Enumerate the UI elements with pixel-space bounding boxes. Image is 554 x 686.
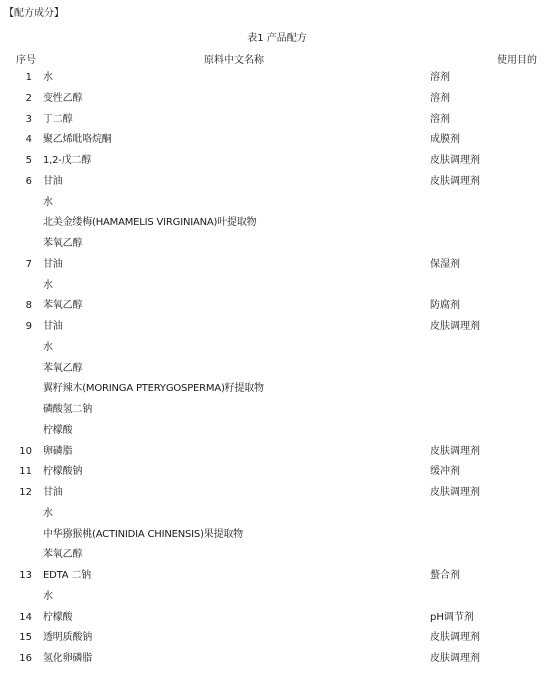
table-row	[0, 279, 554, 300]
row-ingredient-name: 柠檬酸	[43, 424, 73, 436]
row-ingredient-name: 水	[43, 196, 53, 208]
table-row	[0, 382, 554, 403]
row-purpose: 皮肤调理剂	[430, 487, 480, 498]
table-row	[0, 320, 554, 341]
header-serial-number: 序号	[16, 55, 36, 66]
header-ingredient-name: 原料中文名称	[204, 55, 264, 66]
table-row	[0, 113, 554, 134]
table-title: 表1 产品配方	[247, 33, 307, 44]
row-ingredient-name: 柠檬酸钠	[43, 466, 83, 478]
table-row	[0, 258, 554, 279]
row-ingredient-name: 氢化卵磷脂	[43, 653, 92, 664]
row-ingredient-name: 聚乙烯吡咯烷酮	[43, 134, 112, 146]
row-purpose: 皮肤调理剂	[430, 175, 480, 187]
table-row	[0, 175, 554, 196]
row-serial-number: 4	[25, 134, 32, 146]
table-row	[0, 196, 554, 217]
row-purpose: 保湿剂	[430, 258, 460, 270]
row-ingredient-name: 丁二醇	[43, 113, 73, 125]
row-serial-number: 7	[25, 258, 32, 270]
row-purpose: 皮肤调理剂	[430, 321, 480, 332]
table-row	[0, 590, 554, 611]
row-serial-number: 11	[19, 466, 32, 478]
row-serial-number: 9	[25, 321, 32, 332]
row-ingredient-name: 1,2-戊二醇	[43, 155, 92, 166]
table-row	[0, 362, 554, 383]
row-purpose: 溶剂	[430, 113, 450, 125]
row-ingredient-name: 苯氧乙醇	[43, 238, 83, 249]
row-ingredient-name: 变性乙醇	[43, 92, 83, 104]
row-ingredient-name: 水	[43, 507, 53, 519]
header-purpose: 使用目的	[497, 55, 537, 66]
table-row	[0, 528, 554, 549]
table-row	[0, 154, 554, 175]
row-ingredient-name: 甘油	[43, 258, 63, 270]
row-purpose: 皮肤调理剂	[430, 653, 480, 664]
table-row	[0, 611, 554, 632]
table-row	[0, 507, 554, 528]
row-purpose: 皮肤调理剂	[430, 155, 480, 166]
row-ingredient-name: 苯氧乙醇	[43, 549, 83, 561]
row-serial-number: 13	[19, 570, 32, 581]
row-ingredient-name: 卵磷脂	[43, 445, 73, 457]
table-row	[0, 403, 554, 424]
table-row	[0, 569, 554, 590]
table-row	[0, 133, 554, 154]
row-ingredient-name: 北美金缕梅(HAMAMELIS VIRGINIANA)叶提取物	[43, 217, 257, 229]
row-ingredient-name: 水	[43, 341, 53, 353]
row-serial-number: 16	[19, 653, 32, 664]
row-ingredient-name: 磷酸氢二钠	[43, 404, 92, 415]
row-ingredient-name: 透明质酸钠	[43, 632, 92, 644]
row-purpose: 皮肤调理剂	[430, 445, 480, 457]
table-row	[0, 424, 554, 445]
row-ingredient-name: 苯氧乙醇	[43, 362, 83, 374]
row-purpose: 溶剂	[430, 92, 450, 104]
row-serial-number: 1	[25, 72, 32, 83]
row-ingredient-name: 甘油	[43, 487, 63, 498]
table-row	[0, 299, 554, 320]
table-row	[0, 237, 554, 258]
row-ingredient-name: 水	[43, 279, 53, 291]
table-row	[0, 445, 554, 466]
table-row	[0, 92, 554, 113]
row-ingredient-name: 甘油	[43, 321, 63, 332]
row-ingredient-name: 水	[43, 72, 53, 83]
table-row	[0, 341, 554, 362]
row-serial-number: 3	[25, 113, 32, 125]
formula-table-body	[0, 71, 554, 673]
row-ingredient-name: 翼籽辣木(MORINGA PTERYGOSPERMA)籽提取物	[43, 383, 264, 395]
row-ingredient-name: 水	[43, 590, 53, 602]
row-purpose: 皮肤调理剂	[430, 632, 480, 644]
row-purpose: 缓冲剂	[430, 466, 460, 478]
row-ingredient-name: 中华猕猴桃(ACTINIDIA CHINENSIS)果提取物	[43, 528, 243, 540]
row-purpose: 防腐剂	[430, 300, 460, 312]
table-row	[0, 631, 554, 652]
row-serial-number: 10	[19, 445, 32, 457]
row-serial-number: 5	[25, 155, 32, 166]
table-row	[0, 465, 554, 486]
table-row	[0, 71, 554, 92]
row-ingredient-name: 柠檬酸	[43, 611, 73, 623]
table-row	[0, 652, 554, 673]
table-row	[0, 216, 554, 237]
row-purpose: 螯合剂	[430, 570, 460, 581]
row-ingredient-name: EDTA 二钠	[43, 570, 91, 581]
row-ingredient-name: 甘油	[43, 175, 63, 187]
section-title: 【配方成分】	[4, 8, 64, 19]
row-serial-number: 15	[19, 632, 32, 644]
row-serial-number: 6	[25, 175, 32, 187]
row-purpose: pH调节剂	[430, 611, 474, 623]
table-row	[0, 486, 554, 507]
row-purpose: 溶剂	[430, 72, 450, 83]
row-serial-number: 2	[25, 92, 32, 104]
row-ingredient-name: 苯氧乙醇	[43, 300, 83, 312]
row-serial-number: 14	[19, 611, 32, 623]
row-purpose: 成膜剂	[430, 134, 460, 146]
table-row	[0, 548, 554, 569]
row-serial-number: 8	[25, 300, 32, 312]
row-serial-number: 12	[19, 487, 32, 498]
